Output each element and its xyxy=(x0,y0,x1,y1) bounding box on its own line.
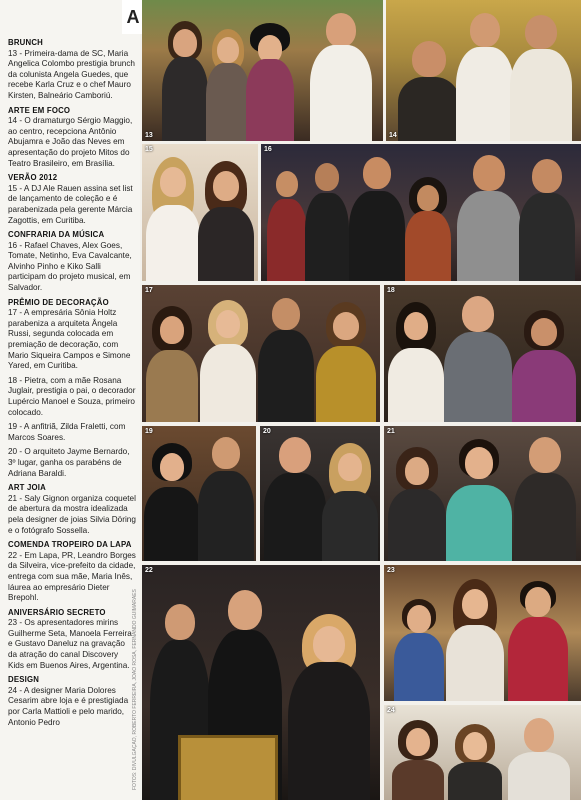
caption-aniversario xyxy=(8,608,136,672)
caption-comenda xyxy=(8,540,136,604)
caption-text: 24 - A designer Maria Dolores Cesarim abre loja e é prestigiada por Carla Mattioli e pelo marido, Antonio Pedro xyxy=(8,685,129,727)
caption-text: 20 - O arquiteto Jayme Bernardo, 3º lugar, ganha os parabéns de Adriana Baraldi. xyxy=(8,447,130,478)
caption-heading: COMENDA TROPEIRO DA LAPA xyxy=(8,540,132,550)
caption-design xyxy=(8,675,136,728)
photo-credit-text: FOTOS: DIVULGAÇÃO, ROBERTO FERREIRA, JOÃO ROSA, FERNANDO GUIMARÃES xyxy=(132,589,138,790)
photo-15 xyxy=(142,144,258,281)
photo-number: 13 xyxy=(145,132,153,139)
photo-number: 24 xyxy=(387,707,395,714)
caption-text: 14 - O dramaturgo Sérgio Maggio, ao centro, recepciona Antônio Abujamra e João das Neves em apresentação do projeto Mitos do Teatro Brasileiro, em Brasília. xyxy=(8,116,133,168)
caption-text: 18 - Pietra, com a mãe Rosana Juglair, prestigia o pai, o decorador Lupércio Manoel e Souza, primeiro colocado. xyxy=(8,375,136,417)
caption-text: 19 - A anfitriã, Zilda Fraletti, com Marcos Soares. xyxy=(8,422,126,442)
photo-number: 23 xyxy=(387,567,395,574)
photo-14 xyxy=(386,0,581,141)
caption-heading: ART JOIA xyxy=(8,483,46,493)
photo-19 xyxy=(142,426,256,561)
caption-heading: ARTE EM FOCO xyxy=(8,105,71,115)
caption-heading: VERÃO 2012 xyxy=(8,173,58,183)
caption-heading: ANIVERSÁRIO SECRETO xyxy=(8,607,106,617)
photo-20 xyxy=(260,426,380,561)
photo-16 xyxy=(261,144,581,281)
caption-heading: PRÊMIO DE DECORAÇÃO xyxy=(8,297,109,307)
caption-premio xyxy=(8,298,136,372)
caption-heading: DESIGN xyxy=(8,675,40,685)
caption-art-joia xyxy=(8,483,136,536)
photo-23 xyxy=(384,565,581,701)
caption-20 xyxy=(8,447,136,479)
caption-text: 15 - A DJ Ale Rauen assina set list de lançamento de coleção e é parabenizada pela gerente Márcia Zagottis, em Curitiba. xyxy=(8,183,133,225)
photo-number: 19 xyxy=(145,428,153,435)
caption-18 xyxy=(8,376,136,418)
caption-column xyxy=(0,0,140,800)
caption-text: 23 - Os apresentadores mirins Guilherme Seta, Manoela Ferreira e Gustavo Daneluz na gravação da atração do canal Discovery Kids em Buenos Aires, Argentina. xyxy=(8,618,132,670)
corner-letter: A xyxy=(122,0,144,34)
photo-24 xyxy=(384,705,581,800)
photo-number: 17 xyxy=(145,287,153,294)
photo-number: 16 xyxy=(264,146,272,153)
photo-21 xyxy=(384,426,581,561)
photo-number: 20 xyxy=(263,428,271,435)
photo-credit xyxy=(132,430,141,790)
caption-text: 22 - Em Lapa, PR, Leandro Borges da Silveira, vice-prefeito da cidade, entrega com sua mãe, Maria Inês, láurea ao empresário Dieter Brepohl. xyxy=(8,550,136,603)
caption-arte xyxy=(8,106,136,170)
photo-number: 14 xyxy=(389,132,397,139)
photo-18 xyxy=(384,285,581,422)
caption-verao xyxy=(8,173,136,226)
photo-number: 21 xyxy=(387,428,395,435)
caption-text: 13 - Primeira-dama de SC, Maria Angelica Colombo prestigia brunch da colunista Angela Guedes, que recebe Karla Cruz e o chef Mauro Kirsten, Balneário Camboriú. xyxy=(8,48,135,100)
caption-text: 17 - A empresária Sônia Holtz parabeniza a arquiteta Ângela Russi, segunda colocada em premiação de decoração, com Mario Siqueira Campos e Simone Yared, em Curitiba. xyxy=(8,308,131,371)
photo-number: 15 xyxy=(145,146,153,153)
photo-number: 18 xyxy=(387,287,395,294)
caption-19 xyxy=(8,422,136,443)
caption-brunch xyxy=(8,38,136,102)
photo-13 xyxy=(142,0,383,141)
caption-heading: BRUNCH xyxy=(8,38,43,47)
caption-text: 16 - Rafael Chaves, Alex Goes, Tomate, Netinho, Eva Cavalcante, Alvinho Pinho e Kiko Salli participam do projeto musical, em Salvador. xyxy=(8,240,132,293)
caption-heading: CONFRARIA DA MÚSICA xyxy=(8,230,105,240)
photo-number: 22 xyxy=(145,567,153,574)
photo-17 xyxy=(142,285,380,422)
caption-text: 21 - Saly Gignon organiza coquetel de abertura da mostra idealizada pela designer de joias Silvia Döring e o fotógrafo Sossella. xyxy=(8,493,136,535)
photo-22 xyxy=(142,565,380,800)
caption-confraria xyxy=(8,230,136,294)
